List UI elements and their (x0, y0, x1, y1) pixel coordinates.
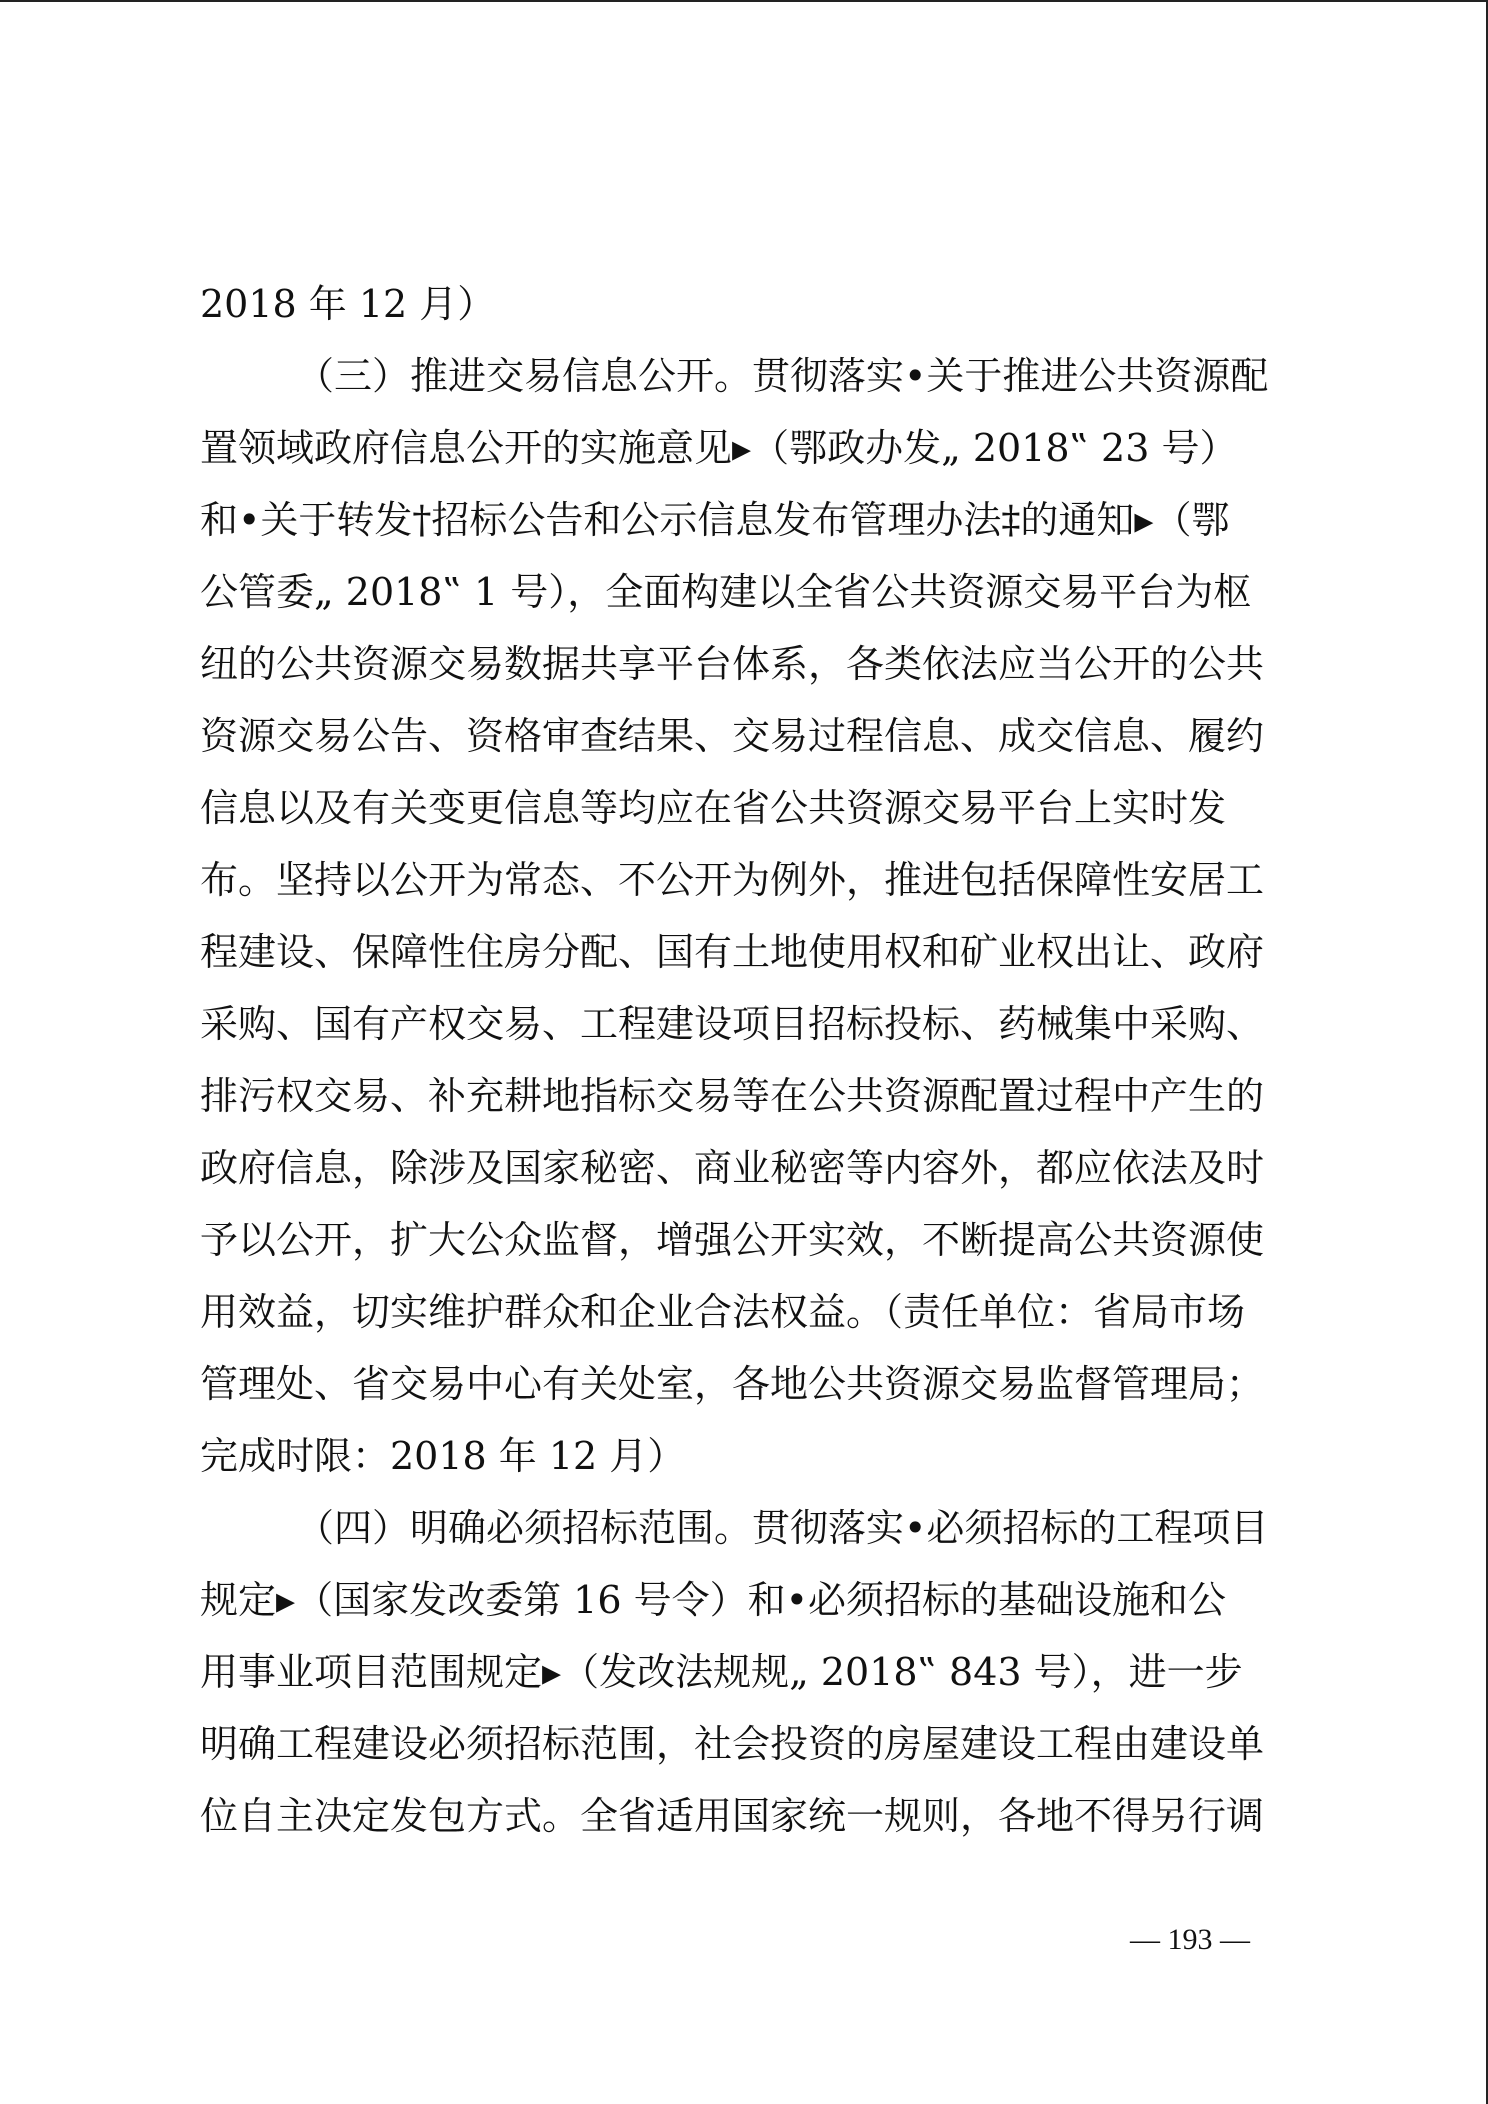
paragraph-3-heading-line: （三）推进交易信息公开。贯彻落实•关于推进公共资源配 (296, 354, 1269, 398)
text-line: 排污权交易、补充耕地指标交易等在公共资源配置过程中产生的 (200, 1074, 1265, 1118)
text-line: 完成时限：2018 年 12 月） (200, 1434, 686, 1478)
text-line: 2018 年 12 月） (200, 282, 496, 326)
text-line: 政府信息，除涉及国家秘密、商业秘密等内容外，都应依法及时 (200, 1146, 1265, 1190)
text-line: 采购、国有产权交易、工程建设项目招标投标、药械集中采购、 (200, 1002, 1265, 1046)
text-line: 和•关于转发†招标公告和公示信息发布管理办法‡的通知▸（鄂 (200, 498, 1230, 542)
text-line: 用效益，切实维护群众和企业合法权益。（责任单位：省局市场 (200, 1290, 1246, 1334)
text-line: 位自主决定发包方式。全省适用国家统一规则，各地不得另行调 (200, 1794, 1265, 1838)
text-line: 公管委„ 2018‟ 1 号），全面构建以全省公共资源交易平台为枢 (200, 570, 1252, 614)
body-text (200, 268, 1304, 1852)
text-line: 置领域政府信息公开的实施意见▸（鄂政办发„ 2018‟ 23 号） (200, 426, 1238, 470)
text-line: 纽的公共资源交易数据共享平台体系，各类依法应当公开的公共 (200, 642, 1265, 686)
text-line: 规定▸（国家发改委第 16 号令）和•必须招标的基础设施和公 (200, 1578, 1227, 1622)
text-line: 管理处、省交易中心有关处室，各地公共资源交易监督管理局； (200, 1362, 1265, 1406)
text-line: 用事业项目范围规定▸（发改法规规„ 2018‟ 843 号），进一步 (200, 1650, 1243, 1694)
text-line: 资源交易公告、资格审查结果、交易过程信息、成交信息、履约 (200, 714, 1265, 758)
text-line: 布。坚持以公开为常态、不公开为例外，推进包括保障性安居工 (200, 858, 1265, 902)
text-line: 明确工程建设必须招标范围，社会投资的房屋建设工程由建设单 (200, 1722, 1265, 1766)
paragraph-4-heading-line: （四）明确必须招标范围。贯彻落实•必须招标的工程项目 (296, 1506, 1269, 1550)
text-line: 予以公开，扩大公众监督，增强公开实效，不断提高公共资源使 (200, 1218, 1265, 1262)
top-border (0, 0, 1488, 2)
page-number: — 193 — (1130, 1923, 1250, 1956)
text-line: 程建设、保障性住房分配、国有土地使用权和矿业权出让、政府 (200, 930, 1265, 974)
text-line: 信息以及有关变更信息等均应在省公共资源交易平台上实时发 (200, 786, 1227, 830)
